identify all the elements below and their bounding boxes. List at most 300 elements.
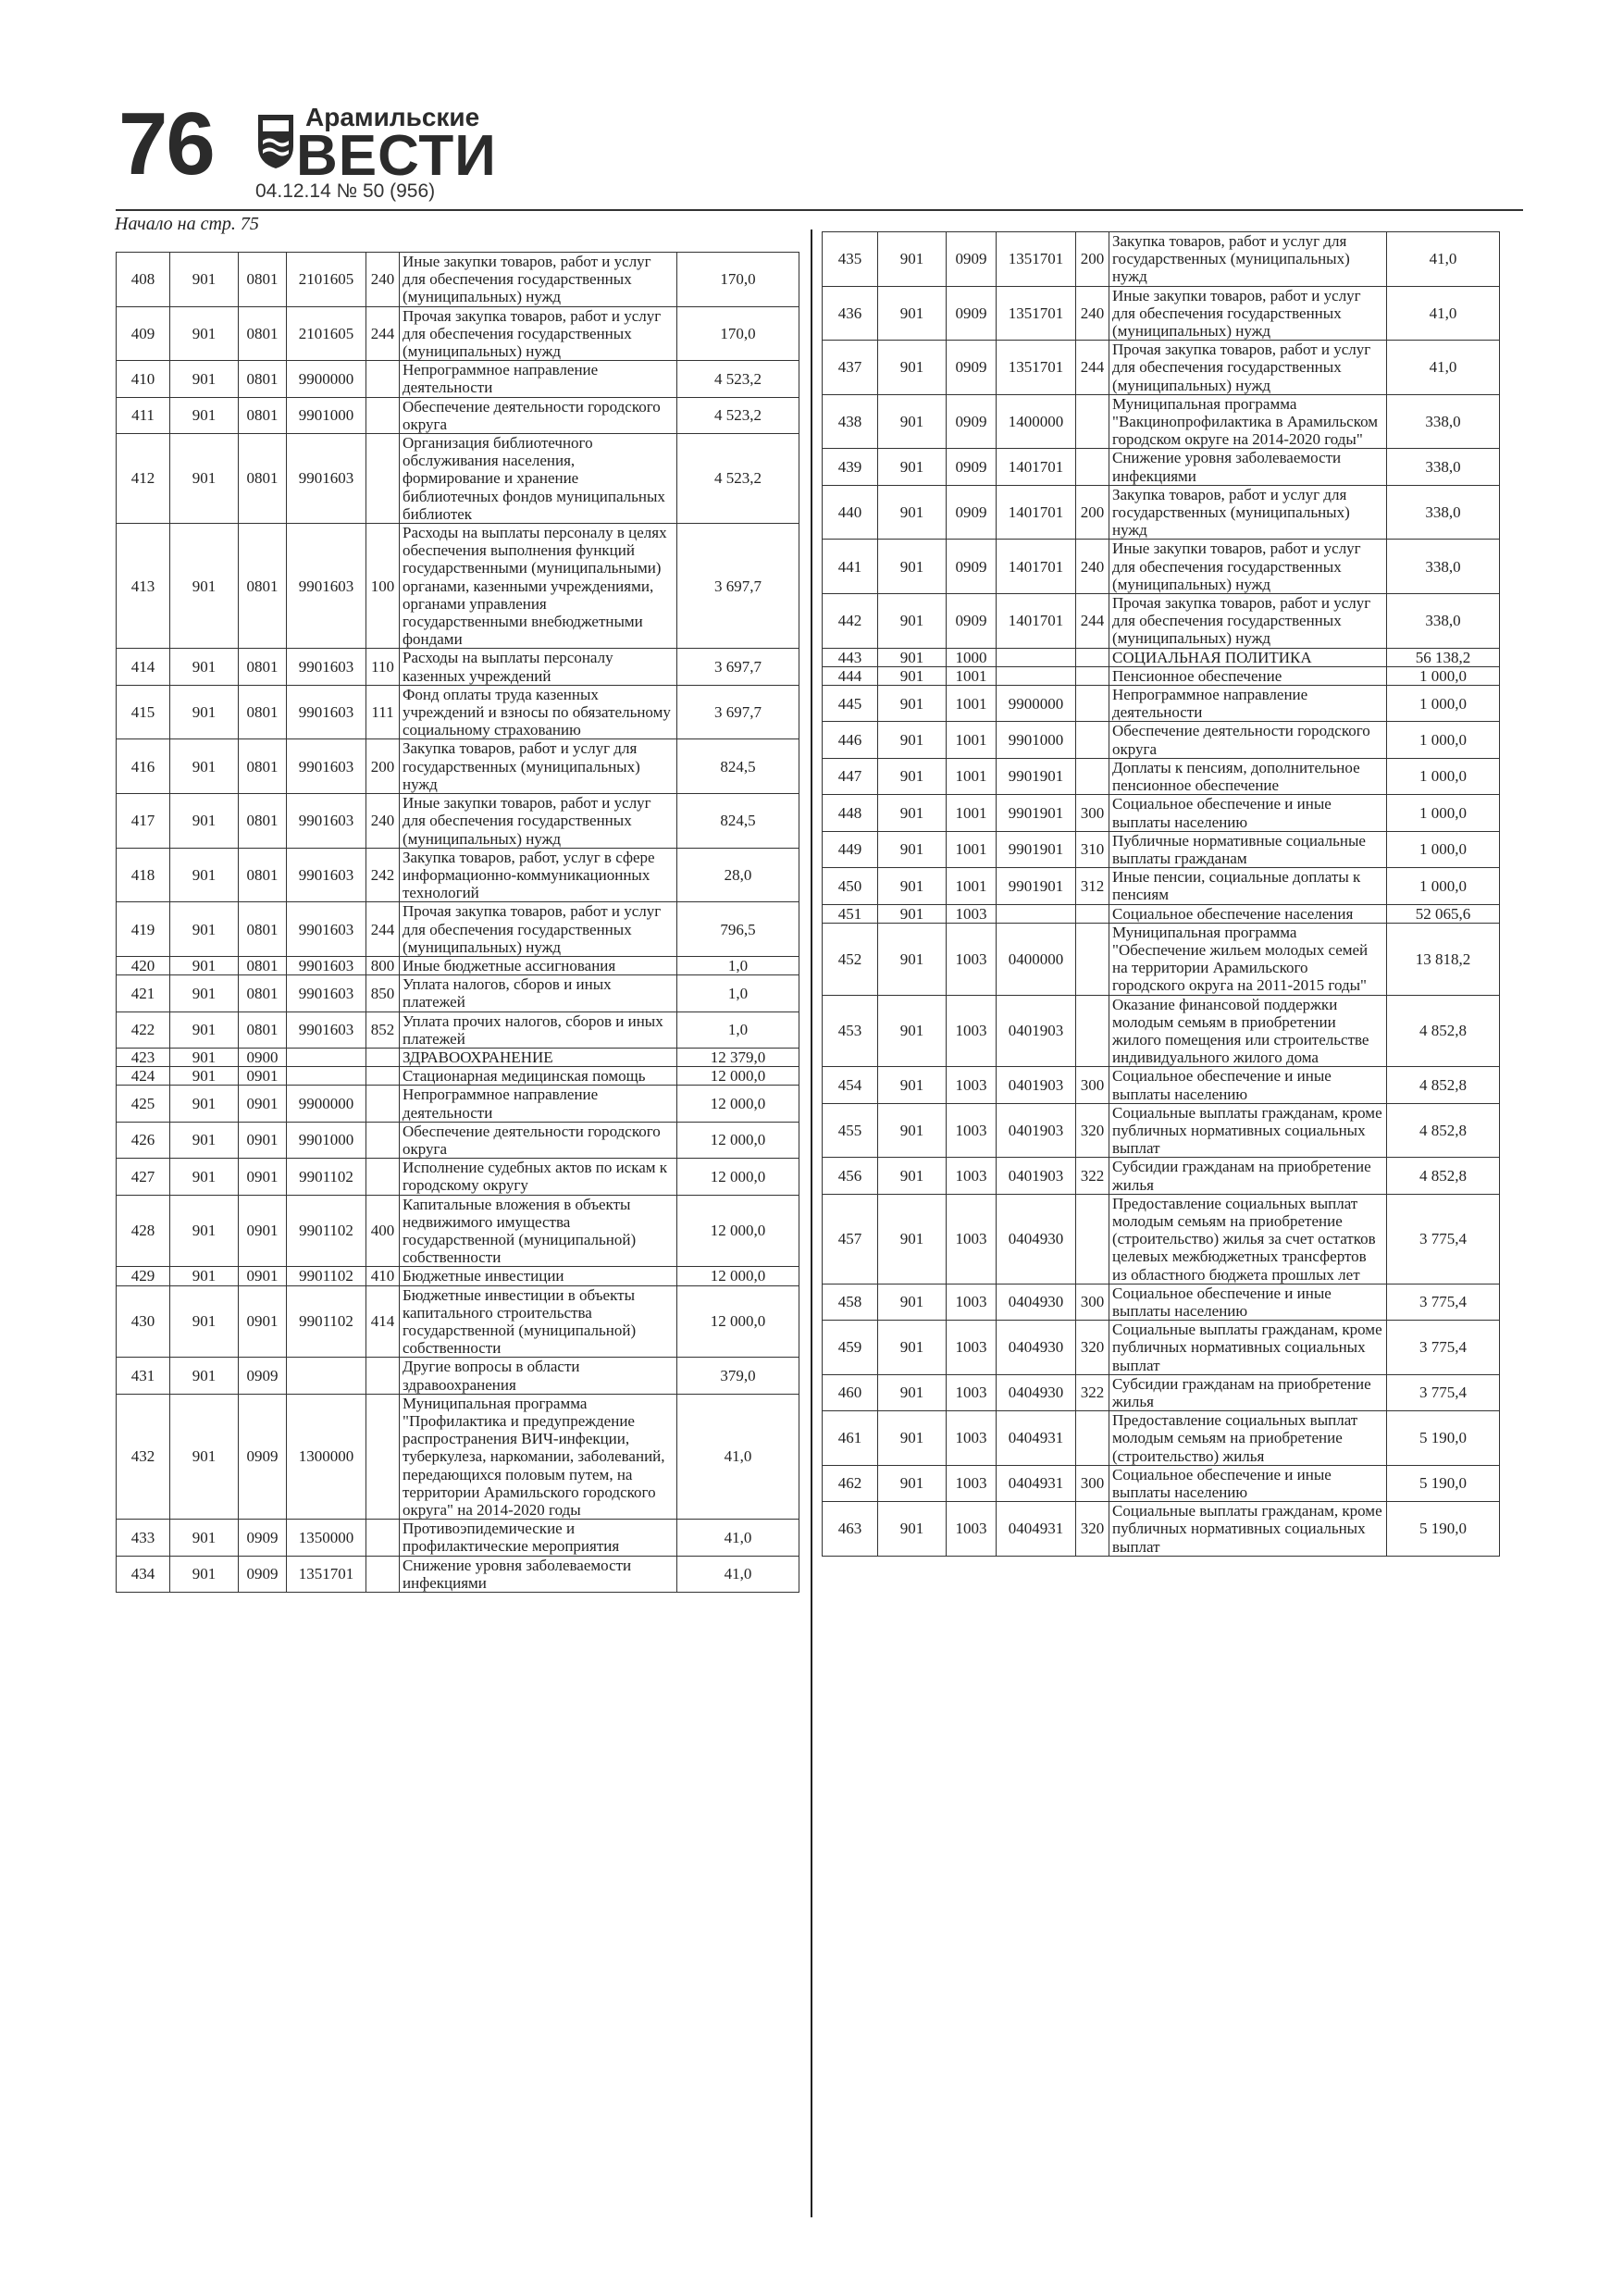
gl-admin-code: 901 [170, 1195, 239, 1267]
expense-type-code: 300 [1076, 1465, 1109, 1501]
table-row [823, 831, 1500, 867]
item-name: Расходы на выплаты персоналу казенных учреждений [400, 649, 677, 685]
target-item-code: 0400000 [997, 923, 1076, 995]
expense-type-code: 322 [1076, 1374, 1109, 1410]
target-item-code: 0404930 [997, 1321, 1076, 1375]
table-row [823, 758, 1500, 794]
amount: 3 697,7 [677, 649, 799, 685]
gl-admin-code: 901 [878, 1284, 947, 1320]
row-number: 421 [117, 975, 170, 1011]
gl-admin-code: 901 [878, 904, 947, 923]
target-item-code: 2101605 [287, 253, 366, 307]
amount: 4 523,2 [677, 361, 799, 397]
expense-type-code [1076, 666, 1109, 685]
item-name: Уплата налогов, сборов и иных платежей [400, 975, 677, 1011]
table-row [117, 902, 799, 957]
section-code: 1001 [947, 831, 997, 867]
item-name: Капитальные вложения в объекты недвижимого имущества государственной (муниципальной) собственности [400, 1195, 677, 1267]
gl-admin-code: 901 [170, 794, 239, 849]
section-code: 1003 [947, 1411, 997, 1466]
item-name: Бюджетные инвестиции в объекты капитального строительства государственной (муниципальной) собственности [400, 1285, 677, 1358]
item-name: Организация библиотечного обслуживания населения, формирование и хранение библиотечных фондов муниципальных библиотек [400, 434, 677, 524]
amount: 379,0 [677, 1358, 799, 1394]
section-code: 0901 [239, 1267, 287, 1285]
amount: 13 818,2 [1387, 923, 1500, 995]
section-code: 0901 [239, 1195, 287, 1267]
item-name: Расходы на выплаты персоналу в целях обеспечения выполнения функций государственными (муниципальными) органами, казенными учреждениями, органами управления государственными внебюджетными фондами [400, 524, 677, 649]
target-item-code: 9901603 [287, 794, 366, 849]
section-code: 1001 [947, 758, 997, 794]
expense-type-code [1076, 1411, 1109, 1466]
item-name: Муниципальная программа "Обеспечение жильем молодых семей на территории Арамильского городского округа на 2011-2015 годы" [1109, 923, 1387, 995]
row-number: 408 [117, 253, 170, 307]
item-name: Субсидии гражданам на приобретение жилья [1109, 1374, 1387, 1410]
amount: 1 000,0 [1387, 831, 1500, 867]
amount: 3 775,4 [1387, 1194, 1500, 1284]
gl-admin-code: 901 [878, 868, 947, 904]
gl-admin-code: 901 [878, 1194, 947, 1284]
amount: 338,0 [1387, 394, 1500, 449]
target-item-code: 0401903 [997, 1103, 1076, 1158]
target-item-code: 9901000 [287, 397, 366, 433]
amount: 824,5 [677, 794, 799, 849]
amount: 170,0 [677, 253, 799, 307]
table-row [823, 1194, 1500, 1284]
target-item-code: 9901000 [997, 722, 1076, 758]
section-code: 0801 [239, 361, 287, 397]
expense-type-code [366, 434, 400, 524]
section-code: 0901 [239, 1122, 287, 1158]
amount: 41,0 [1387, 286, 1500, 341]
gl-admin-code: 901 [878, 232, 947, 287]
row-number: 453 [823, 995, 878, 1067]
target-item-code [287, 1067, 366, 1086]
expense-type-code [1076, 995, 1109, 1067]
amount: 1,0 [677, 1011, 799, 1048]
section-code: 0909 [239, 1556, 287, 1592]
row-number: 462 [823, 1465, 878, 1501]
section-code: 1001 [947, 722, 997, 758]
gl-admin-code: 901 [170, 1358, 239, 1394]
target-item-code: 0401903 [997, 1067, 1076, 1103]
target-item-code: 9901603 [287, 956, 366, 974]
section-code: 1003 [947, 1103, 997, 1158]
row-number: 433 [117, 1520, 170, 1556]
expense-type-code: 240 [1076, 540, 1109, 594]
section-code: 0801 [239, 848, 287, 902]
target-item-code: 0401903 [997, 995, 1076, 1067]
section-code: 0909 [239, 1358, 287, 1394]
gl-admin-code: 901 [878, 831, 947, 867]
section-code: 0909 [947, 594, 997, 649]
item-name: Прочая закупка товаров, работ и услуг для обеспечения государственных (муниципальных) нужд [400, 306, 677, 361]
amount: 4 852,8 [1387, 995, 1500, 1067]
expense-type-code [1076, 449, 1109, 485]
section-code: 1003 [947, 995, 997, 1067]
row-number: 445 [823, 686, 878, 722]
row-number: 461 [823, 1411, 878, 1466]
target-item-code: 0404931 [997, 1411, 1076, 1466]
expense-type-code: 200 [1076, 232, 1109, 287]
amount: 4 523,2 [677, 397, 799, 433]
row-number: 435 [823, 232, 878, 287]
gl-admin-code: 901 [170, 361, 239, 397]
expense-type-code: 200 [366, 739, 400, 794]
budget-table-left [116, 252, 799, 1593]
table-row [117, 1122, 799, 1158]
target-item-code: 9901901 [997, 831, 1076, 867]
row-number: 448 [823, 795, 878, 831]
item-name: Прочая закупка товаров, работ и услуг для обеспечения государственных (муниципальных) нужд [1109, 341, 1387, 395]
gl-admin-code: 901 [878, 995, 947, 1067]
section-code: 0801 [239, 975, 287, 1011]
amount: 12 000,0 [677, 1195, 799, 1267]
expense-type-code: 320 [1076, 1321, 1109, 1375]
amount: 12 000,0 [677, 1122, 799, 1158]
expense-type-code [1076, 923, 1109, 995]
table-row [117, 848, 799, 902]
table-row [117, 1556, 799, 1592]
item-name: Иные закупки товаров, работ и услуг для обеспечения государственных (муниципальных) нужд [400, 794, 677, 849]
target-item-code: 9900000 [287, 1086, 366, 1122]
row-number: 409 [117, 306, 170, 361]
item-name: Обеспечение деятельности городского округа [400, 397, 677, 433]
section-code: 0909 [947, 449, 997, 485]
section-code: 0909 [239, 1394, 287, 1519]
amount: 338,0 [1387, 594, 1500, 649]
item-name: Социальное обеспечение и иные выплаты населению [1109, 795, 1387, 831]
section-code: 0900 [239, 1048, 287, 1066]
amount: 1 000,0 [1387, 868, 1500, 904]
section-code: 0801 [239, 649, 287, 685]
target-item-code: 1351701 [287, 1556, 366, 1592]
expense-type-code: 242 [366, 848, 400, 902]
table-row [823, 648, 1500, 666]
target-item-code: 2101605 [287, 306, 366, 361]
table-row [823, 1374, 1500, 1410]
expense-type-code: 240 [1076, 286, 1109, 341]
gl-admin-code: 901 [170, 956, 239, 974]
amount: 3 775,4 [1387, 1321, 1500, 1375]
amount: 3 775,4 [1387, 1374, 1500, 1410]
row-number: 454 [823, 1067, 878, 1103]
gl-admin-code: 901 [170, 1285, 239, 1358]
table-row [117, 1159, 799, 1195]
amount: 3 775,4 [1387, 1284, 1500, 1320]
section-code: 0909 [947, 341, 997, 395]
section-code: 0801 [239, 685, 287, 739]
table-row [823, 232, 1500, 287]
gl-admin-code: 901 [878, 722, 947, 758]
item-name: Бюджетные инвестиции [400, 1267, 677, 1285]
target-item-code: 1401701 [997, 485, 1076, 540]
expense-type-code [1076, 686, 1109, 722]
row-number: 452 [823, 923, 878, 995]
section-code: 1003 [947, 1194, 997, 1284]
table-row [823, 286, 1500, 341]
item-name: Социальное обеспечение и иные выплаты населению [1109, 1465, 1387, 1501]
amount: 12 000,0 [677, 1086, 799, 1122]
amount: 12 000,0 [677, 1267, 799, 1285]
item-name: Непрограммное направление деятельности [400, 361, 677, 397]
item-name: Исполнение судебных актов по искам к городскому округу [400, 1159, 677, 1195]
table-row [823, 722, 1500, 758]
target-item-code: 9901603 [287, 739, 366, 794]
item-name: Закупка товаров, работ, услуг в сфере информационно-коммуникационных технологий [400, 848, 677, 902]
item-name: Иные закупки товаров, работ и услуг для обеспечения государственных (муниципальных) нужд [1109, 286, 1387, 341]
target-item-code [997, 666, 1076, 685]
expense-type-code [1076, 648, 1109, 666]
row-number: 460 [823, 1374, 878, 1410]
target-item-code [997, 648, 1076, 666]
coat-of-arms-icon [254, 109, 297, 170]
gl-admin-code: 901 [170, 902, 239, 957]
section-code: 0801 [239, 434, 287, 524]
amount: 4 852,8 [1387, 1103, 1500, 1158]
amount: 28,0 [677, 848, 799, 902]
gl-admin-code: 901 [170, 1394, 239, 1519]
target-item-code: 1401701 [997, 540, 1076, 594]
row-number: 459 [823, 1321, 878, 1375]
expense-type-code: 200 [1076, 485, 1109, 540]
expense-type-code [366, 1048, 400, 1066]
expense-type-code: 240 [366, 253, 400, 307]
item-name: Стационарная медицинская помощь [400, 1067, 677, 1086]
gl-admin-code: 901 [170, 1556, 239, 1592]
table-row [823, 868, 1500, 904]
item-name: Иные закупки товаров, работ и услуг для обеспечения государственных (муниципальных) нужд [1109, 540, 1387, 594]
gl-admin-code: 901 [170, 434, 239, 524]
expense-type-code [1076, 722, 1109, 758]
amount: 12 379,0 [677, 1048, 799, 1066]
amount: 1,0 [677, 975, 799, 1011]
item-name: Обеспечение деятельности городского округа [400, 1122, 677, 1158]
target-item-code: 1351701 [997, 286, 1076, 341]
amount: 12 000,0 [677, 1159, 799, 1195]
expense-type-code [1076, 758, 1109, 794]
expense-type-code [366, 1122, 400, 1158]
table-row [117, 306, 799, 361]
row-number: 441 [823, 540, 878, 594]
expense-type-code: 852 [366, 1011, 400, 1048]
section-code: 1001 [947, 686, 997, 722]
gl-admin-code: 901 [878, 923, 947, 995]
table-row [823, 1411, 1500, 1466]
amount: 52 065,6 [1387, 904, 1500, 923]
row-number: 424 [117, 1067, 170, 1086]
gl-admin-code: 901 [170, 1520, 239, 1556]
expense-type-code: 322 [1076, 1158, 1109, 1194]
gl-admin-code: 901 [170, 649, 239, 685]
table-row [117, 1067, 799, 1086]
amount: 12 000,0 [677, 1067, 799, 1086]
table-row [823, 485, 1500, 540]
row-number: 437 [823, 341, 878, 395]
row-number: 456 [823, 1158, 878, 1194]
row-number: 416 [117, 739, 170, 794]
gl-admin-code: 901 [170, 1267, 239, 1285]
table-row [117, 1394, 799, 1519]
table-row [117, 956, 799, 974]
amount: 4 852,8 [1387, 1067, 1500, 1103]
amount: 338,0 [1387, 449, 1500, 485]
expense-type-code [366, 1358, 400, 1394]
gl-admin-code: 901 [878, 1103, 947, 1158]
row-number: 414 [117, 649, 170, 685]
row-number: 412 [117, 434, 170, 524]
expense-type-code [366, 397, 400, 433]
column-divider [811, 230, 812, 2217]
expense-type-code: 400 [366, 1195, 400, 1267]
gl-admin-code: 901 [170, 1067, 239, 1086]
row-number: 411 [117, 397, 170, 433]
item-name: Закупка товаров, работ и услуг для государственных (муниципальных) нужд [1109, 485, 1387, 540]
row-number: 428 [117, 1195, 170, 1267]
row-number: 413 [117, 524, 170, 649]
item-name: Публичные нормативные социальные выплаты гражданам [1109, 831, 1387, 867]
amount: 3 697,7 [677, 685, 799, 739]
section-code: 0801 [239, 306, 287, 361]
table-row [117, 361, 799, 397]
gl-admin-code: 901 [878, 666, 947, 685]
section-code: 1003 [947, 904, 997, 923]
row-number: 455 [823, 1103, 878, 1158]
target-item-code: 0404930 [997, 1284, 1076, 1320]
table-row [823, 1502, 1500, 1557]
section-code: 0909 [947, 232, 997, 287]
target-item-code: 0404931 [997, 1465, 1076, 1501]
row-number: 442 [823, 594, 878, 649]
amount: 41,0 [677, 1520, 799, 1556]
item-name: Оказание финансовой поддержки молодым семьям в приобретении жилого помещения или строительстве индивидуального жилого дома [1109, 995, 1387, 1067]
section-code: 0801 [239, 794, 287, 849]
gl-admin-code: 901 [170, 1159, 239, 1195]
table-row [823, 666, 1500, 685]
expense-type-code [1076, 1194, 1109, 1284]
table-row [823, 1103, 1500, 1158]
gl-admin-code: 901 [878, 1067, 947, 1103]
item-name: Обеспечение деятельности городского округа [1109, 722, 1387, 758]
row-number: 438 [823, 394, 878, 449]
row-number: 429 [117, 1267, 170, 1285]
target-item-code: 9901102 [287, 1267, 366, 1285]
gl-admin-code: 901 [170, 253, 239, 307]
item-name: Снижение уровня заболеваемости инфекциями [1109, 449, 1387, 485]
row-number: 410 [117, 361, 170, 397]
section-code: 0909 [239, 1520, 287, 1556]
target-item-code [287, 1048, 366, 1066]
section-code: 1001 [947, 868, 997, 904]
target-item-code: 9901603 [287, 524, 366, 649]
expense-type-code: 300 [1076, 1067, 1109, 1103]
expense-type-code: 414 [366, 1285, 400, 1358]
gl-admin-code: 901 [878, 1465, 947, 1501]
table-row [823, 1321, 1500, 1375]
amount: 41,0 [1387, 341, 1500, 395]
amount: 1 000,0 [1387, 686, 1500, 722]
target-item-code: 9901102 [287, 1159, 366, 1195]
row-number: 443 [823, 648, 878, 666]
target-item-code: 0404930 [997, 1374, 1076, 1410]
masthead-subtitle: Арамильские [305, 103, 480, 131]
item-name: Муниципальная программа "Вакцинопрофилактика в Арамильском городском округе на 2014-2020 годы" [1109, 394, 1387, 449]
table-row [823, 923, 1500, 995]
item-name: Непрограммное направление деятельности [1109, 686, 1387, 722]
row-number: 444 [823, 666, 878, 685]
amount: 1 000,0 [1387, 758, 1500, 794]
amount: 5 190,0 [1387, 1465, 1500, 1501]
row-number: 447 [823, 758, 878, 794]
gl-admin-code: 901 [170, 397, 239, 433]
continuation-note: Начало на стр. 75 [115, 214, 259, 234]
item-name: Прочая закупка товаров, работ и услуг для обеспечения государственных (муниципальных) нужд [400, 902, 677, 957]
gl-admin-code: 901 [878, 758, 947, 794]
section-code: 1003 [947, 1158, 997, 1194]
target-item-code: 9900000 [287, 361, 366, 397]
section-code: 1000 [947, 648, 997, 666]
item-name: Снижение уровня заболеваемости инфекциями [400, 1556, 677, 1592]
item-name: СОЦИАЛЬНАЯ ПОЛИТИКА [1109, 648, 1387, 666]
target-item-code: 9901603 [287, 685, 366, 739]
target-item-code: 9901102 [287, 1285, 366, 1358]
item-name: Уплата прочих налогов, сборов и иных платежей [400, 1011, 677, 1048]
page-number: 76 [118, 94, 214, 193]
section-code: 1003 [947, 1321, 997, 1375]
target-item-code: 0401903 [997, 1158, 1076, 1194]
gl-admin-code: 901 [878, 795, 947, 831]
amount: 41,0 [1387, 232, 1500, 287]
target-item-code: 1401701 [997, 594, 1076, 649]
row-number: 425 [117, 1086, 170, 1122]
table-row [117, 685, 799, 739]
target-item-code: 1401701 [997, 449, 1076, 485]
row-number: 451 [823, 904, 878, 923]
section-code: 0901 [239, 1159, 287, 1195]
section-code: 0801 [239, 253, 287, 307]
gl-admin-code: 901 [170, 1086, 239, 1122]
section-code: 1003 [947, 1502, 997, 1557]
expense-type-code: 111 [366, 685, 400, 739]
expense-type-code: 410 [366, 1267, 400, 1285]
row-number: 415 [117, 685, 170, 739]
table-row [117, 434, 799, 524]
item-name: Пенсионное обеспечение [1109, 666, 1387, 685]
target-item-code: 9901901 [997, 758, 1076, 794]
gl-admin-code: 901 [878, 1321, 947, 1375]
row-number: 449 [823, 831, 878, 867]
target-item-code [287, 1358, 366, 1394]
table-row [823, 1158, 1500, 1194]
gl-admin-code: 901 [170, 739, 239, 794]
expense-type-code: 312 [1076, 868, 1109, 904]
row-number: 458 [823, 1284, 878, 1320]
section-code: 0909 [947, 485, 997, 540]
section-code: 0909 [947, 540, 997, 594]
target-item-code: 9900000 [997, 686, 1076, 722]
section-code: 0801 [239, 1011, 287, 1048]
row-number: 418 [117, 848, 170, 902]
gl-admin-code: 901 [170, 524, 239, 649]
item-name: Социальные выплаты гражданам, кроме публичных нормативных социальных выплат [1109, 1321, 1387, 1375]
table-row [117, 397, 799, 433]
section-code: 1003 [947, 1465, 997, 1501]
amount: 1 000,0 [1387, 795, 1500, 831]
row-number: 446 [823, 722, 878, 758]
amount: 4 523,2 [677, 434, 799, 524]
expense-type-code [366, 1086, 400, 1122]
expense-type-code [1076, 904, 1109, 923]
row-number: 439 [823, 449, 878, 485]
